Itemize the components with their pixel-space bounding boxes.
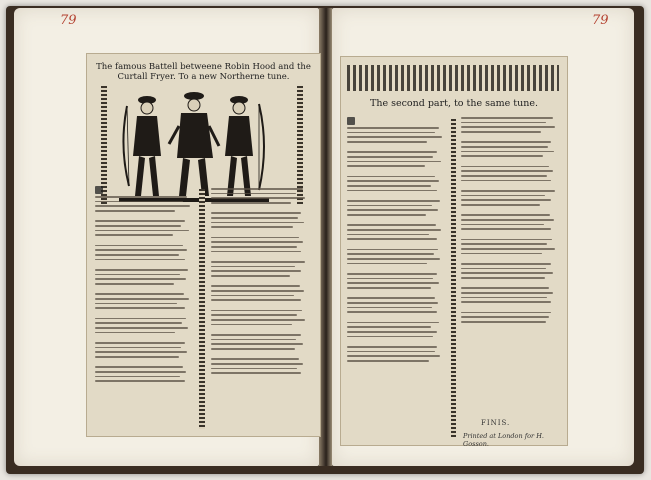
finis-mark: FINIS. (481, 419, 511, 427)
ornament-header-band (347, 65, 559, 91)
woodcut-figure-archer-right (225, 96, 264, 196)
woodcut-figure-center (169, 92, 219, 196)
ballad-title: The famous Battell betweene Robin Hood and the Curtall Fryer. To a new Northerne tune. (96, 62, 311, 82)
ballad-text-column-left (95, 186, 195, 385)
ornament-border-right (297, 86, 303, 204)
ornament-column-divider (199, 189, 205, 429)
ballad-sheet-part-two (340, 56, 568, 446)
ballad-subtitle: The second part, to the same tune. (369, 98, 539, 109)
ballad-text-column-right (461, 117, 561, 326)
ballad-text-column-left (347, 117, 447, 365)
printer-imprint: Printed at London for H. Gosson. (463, 432, 544, 448)
ballad-text-column-right (211, 188, 311, 377)
left-folio-number: 79 (60, 13, 77, 28)
woodcut-figure-archer-left (123, 96, 161, 196)
ballad-sheet-part-one (86, 53, 321, 437)
ornament-column-divider (451, 119, 456, 437)
right-folio-number: 79 (592, 13, 609, 28)
